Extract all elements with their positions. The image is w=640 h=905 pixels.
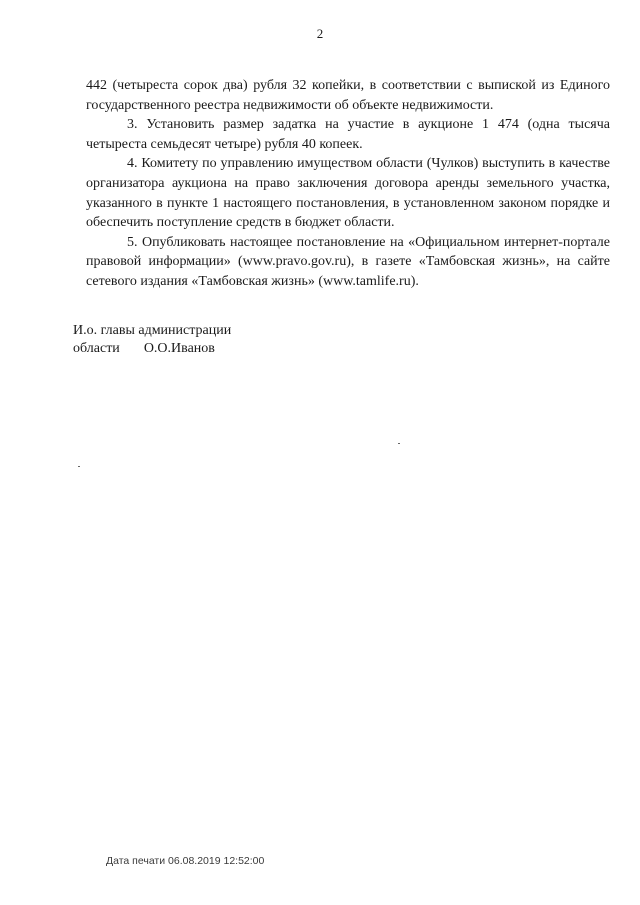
signature-block [73,322,231,358]
document-body [86,76,610,292]
print-date: Дата печати 06.08.2019 12:52:00 [106,855,265,867]
signatory-title: И.о. главы администрации [73,323,232,338]
signatory-region: области [73,341,120,356]
paragraph-deposit: 3. Установить размер задатка на участие в аукционе 1 474 (одна тысяча четыреста семьдесят четыре) рубля 40 копеек. [86,117,610,152]
scan-speck [398,443,400,444]
page-number: 2 [316,26,324,41]
signatory-name: О.О.Иванов [143,341,215,356]
signatory-line [73,340,231,358]
paragraph-continuation: 442 (четыреста сорок два) рубля 32 копейки, в соответствии с выпиской из Единого государственного реестра недвижимости об объекте недвижимости. [86,78,610,113]
scan-speck [78,466,80,467]
paragraph-publication: 5. Опубликовать настоящее постановление на «Официальном интернет-портале правовой информации» (www.pravo.gov.ru), в газете «Тамбовская жизнь», на сайте сетевого издания «Тамбовская жизнь» (www.tamlife.ru). [86,234,610,289]
paragraph-committee: 4. Комитету по управлению имуществом области (Чулков) выступить в качестве организатора аукциона на право заключения договора аренды земельного участка, указанного в пункте 1 настоящего постановления, в установленном законом порядке и обеспечить поступление средств в бюджет области. [86,156,610,231]
